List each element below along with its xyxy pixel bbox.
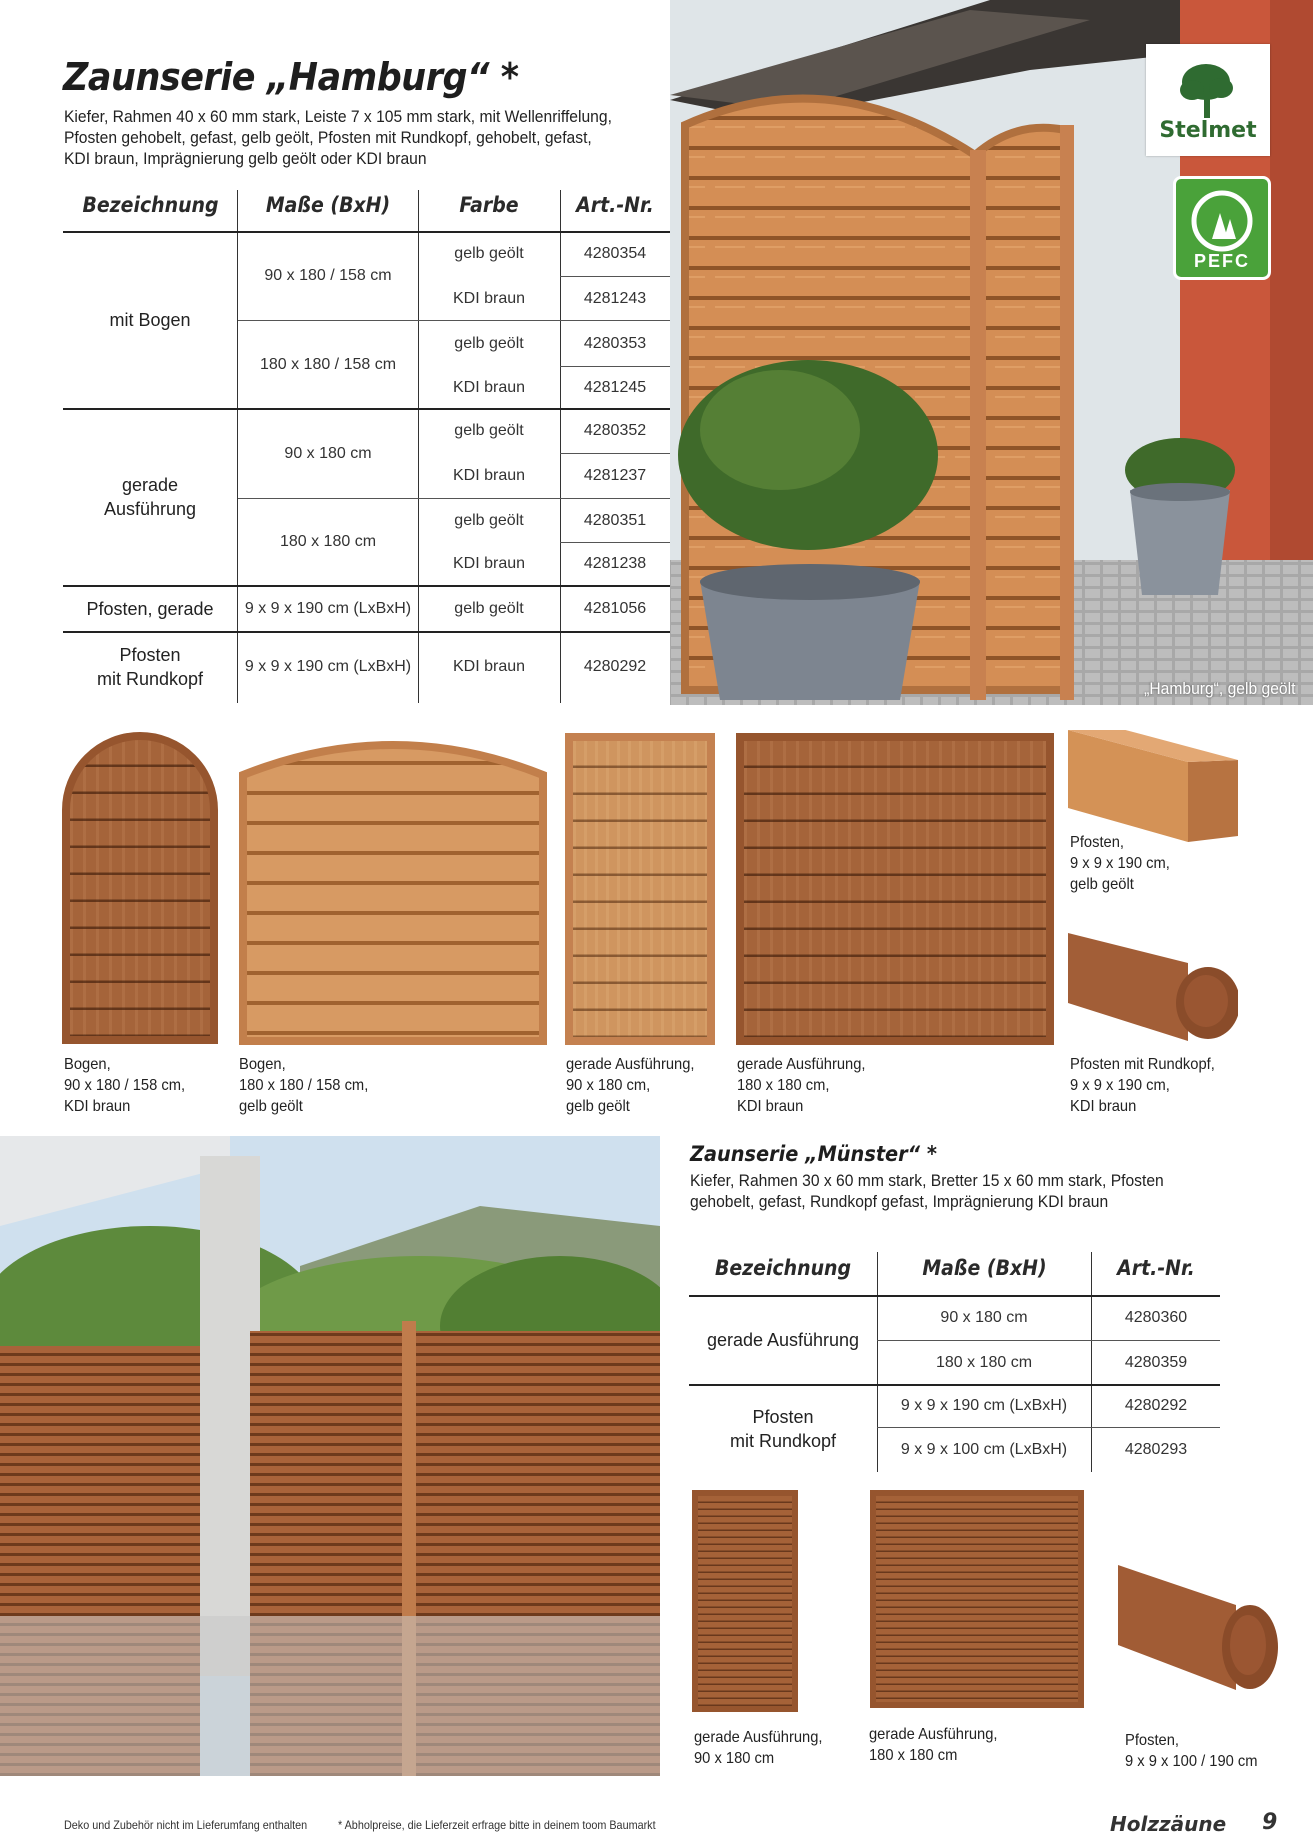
pefc-wordmark: PEFC bbox=[1193, 251, 1250, 271]
size-cell: 9 x 9 x 190 cm (LxBxH) bbox=[900, 1397, 1068, 1414]
size-cell: 9 x 9 x 100 cm (LxBxH) bbox=[900, 1441, 1068, 1458]
row-label-gerade-ausfuehrung: gerade Ausführung bbox=[103, 475, 197, 519]
size-cell: 9 x 9 x 190 cm (LxBxH) bbox=[244, 599, 412, 617]
muenster-title: Zaunserie „Münster“ * bbox=[690, 1142, 937, 1166]
hamburg-photo-caption: „Hamburg“, gelb geölt bbox=[1143, 679, 1295, 698]
stelmet-logo bbox=[1146, 44, 1270, 156]
color-cell: KDI braun bbox=[452, 467, 526, 484]
art-nr-cell: 4280351 bbox=[583, 511, 647, 529]
hamburg-title: Zaunserie „Hamburg“ * bbox=[63, 55, 519, 99]
footer-note-deko: Deko und Zubehör nicht im Lieferumfang enthalten bbox=[64, 1818, 308, 1832]
art-nr-cell: 4280354 bbox=[583, 245, 647, 262]
color-cell: gelb geölt bbox=[454, 511, 524, 529]
caption-muenster-90: gerade Ausführung, 90 x 180 cm bbox=[694, 1729, 823, 1767]
footer-note-abholpreise: * Abholpreise, die Lieferzeit erfrage bitte in deinem toom Baumarkt bbox=[338, 1818, 656, 1832]
row-label-pfosten-rundkopf: Pfosten mit Rundkopf bbox=[96, 645, 204, 689]
art-nr-cell: 4280293 bbox=[1124, 1441, 1188, 1458]
hamburg-description-line-3: KDI braun, Imprägnierung gelb geölt oder KDI braun bbox=[64, 149, 427, 168]
product-image-muenster-90 bbox=[692, 1490, 798, 1712]
product-image-muenster-pfosten bbox=[1118, 1565, 1278, 1695]
table-header-masse: Maße (BxH) bbox=[265, 193, 391, 217]
caption-bogen-180: Bogen, 180 x 180 / 158 cm, gelb geölt bbox=[239, 1056, 369, 1115]
size-cell: 180 x 180 cm bbox=[935, 1353, 1033, 1371]
caption-muenster-pfosten: Pfosten, 9 x 9 x 100 / 190 cm bbox=[1125, 1732, 1258, 1770]
row-label-gerade-ausfuehrung: gerade Ausführung bbox=[706, 1330, 860, 1350]
size-cell: 9 x 9 x 190 cm (LxBxH) bbox=[244, 658, 412, 675]
caption-pfosten: Pfosten, 9 x 9 x 190 cm, gelb geölt bbox=[1070, 834, 1170, 893]
table-header-farbe: Farbe bbox=[459, 193, 519, 217]
color-cell: gelb geölt bbox=[454, 245, 524, 262]
art-nr-cell: 4280352 bbox=[583, 422, 647, 439]
caption-pfosten-rundkopf: Pfosten mit Rundkopf, 9 x 9 x 190 cm, KDI braun bbox=[1070, 1056, 1215, 1115]
row-label-mit-bogen: mit Bogen bbox=[109, 310, 191, 330]
art-nr-cell: 4281237 bbox=[583, 467, 647, 484]
product-image-bogen-90 bbox=[62, 732, 218, 1044]
size-cell: 180 x 180 / 158 cm bbox=[259, 355, 397, 373]
color-cell: gelb geölt bbox=[454, 422, 524, 439]
table-header-art-nr: Art.-Nr. bbox=[576, 193, 654, 217]
art-nr-cell: 4280292 bbox=[1124, 1397, 1188, 1414]
color-cell: KDI braun bbox=[452, 289, 526, 307]
color-cell: KDI braun bbox=[452, 378, 526, 396]
caption-gerade-180: gerade Ausführung, 180 x 180 cm, KDI braun bbox=[737, 1056, 866, 1115]
size-cell: 90 x 180 / 158 cm bbox=[264, 267, 392, 284]
pefc-logo bbox=[1173, 176, 1271, 280]
product-image-gerade-90 bbox=[565, 733, 715, 1045]
table-header-masse: Maße (BxH) bbox=[922, 1256, 1047, 1280]
pefc-trees-icon bbox=[1176, 187, 1268, 257]
row-label-pfosten-gerade: Pfosten, gerade bbox=[86, 598, 214, 619]
color-cell: KDI braun bbox=[452, 555, 526, 572]
product-image-pfosten bbox=[1068, 730, 1238, 842]
color-cell: KDI braun bbox=[452, 658, 526, 675]
product-image-pfosten-rundkopf bbox=[1068, 933, 1238, 1041]
caption-muenster-180: gerade Ausführung, 180 x 180 cm bbox=[869, 1726, 998, 1764]
art-nr-cell: 4280360 bbox=[1124, 1309, 1188, 1326]
row-label-pfosten-rundkopf: Pfosten mit Rundkopf bbox=[729, 1406, 837, 1451]
page-number: 9 bbox=[1262, 1810, 1278, 1835]
art-nr-cell: 4281245 bbox=[583, 378, 647, 396]
hamburg-description-line-2: Pfosten gehobelt, gefast, gelb geölt, Pfosten mit Rundkopf, gehobelt, gefast, bbox=[64, 128, 592, 147]
muenster-description-line-2: gehobelt, gefast, Rundkopf gefast, Imprägnierung KDI braun bbox=[690, 1192, 1109, 1211]
art-nr-cell: 4281056 bbox=[583, 599, 647, 617]
footer-section-name: Holzzäune bbox=[1110, 1812, 1227, 1836]
table-header-art-nr: Art.-Nr. bbox=[1117, 1256, 1195, 1280]
art-nr-cell: 4281243 bbox=[583, 289, 647, 307]
product-image-gerade-180 bbox=[736, 733, 1054, 1045]
hamburg-description-line-1: Kiefer, Rahmen 40 x 60 mm stark, Leiste 7 x 105 mm stark, mit Wellenriffelung, bbox=[64, 107, 612, 126]
table-header-bezeichnung: Bezeichnung bbox=[714, 1256, 852, 1280]
table-header-bezeichnung: Bezeichnung bbox=[82, 193, 219, 217]
caption-bogen-90: Bogen, 90 x 180 / 158 cm, KDI braun bbox=[64, 1056, 186, 1115]
product-image-muenster-180 bbox=[870, 1490, 1084, 1708]
art-nr-cell: 4280353 bbox=[583, 334, 647, 352]
size-cell: 90 x 180 cm bbox=[284, 444, 372, 462]
caption-gerade-90: gerade Ausführung, 90 x 180 cm, gelb geölt bbox=[566, 1056, 695, 1115]
product-image-bogen-180 bbox=[239, 735, 547, 1045]
art-nr-cell: 4280359 bbox=[1124, 1353, 1188, 1371]
art-nr-cell: 4281238 bbox=[583, 555, 647, 572]
art-nr-cell: 4280292 bbox=[583, 658, 647, 675]
color-cell: gelb geölt bbox=[454, 334, 524, 352]
size-cell: 90 x 180 cm bbox=[940, 1309, 1028, 1326]
color-cell: gelb geölt bbox=[454, 599, 524, 617]
stelmet-wordmark: Stelmet bbox=[1159, 118, 1257, 143]
muenster-description-line-1: Kiefer, Rahmen 30 x 60 mm stark, Bretter 15 x 60 mm stark, Pfosten bbox=[690, 1171, 1164, 1190]
size-cell: 180 x 180 cm bbox=[279, 533, 377, 550]
muenster-photo bbox=[0, 1136, 660, 1776]
